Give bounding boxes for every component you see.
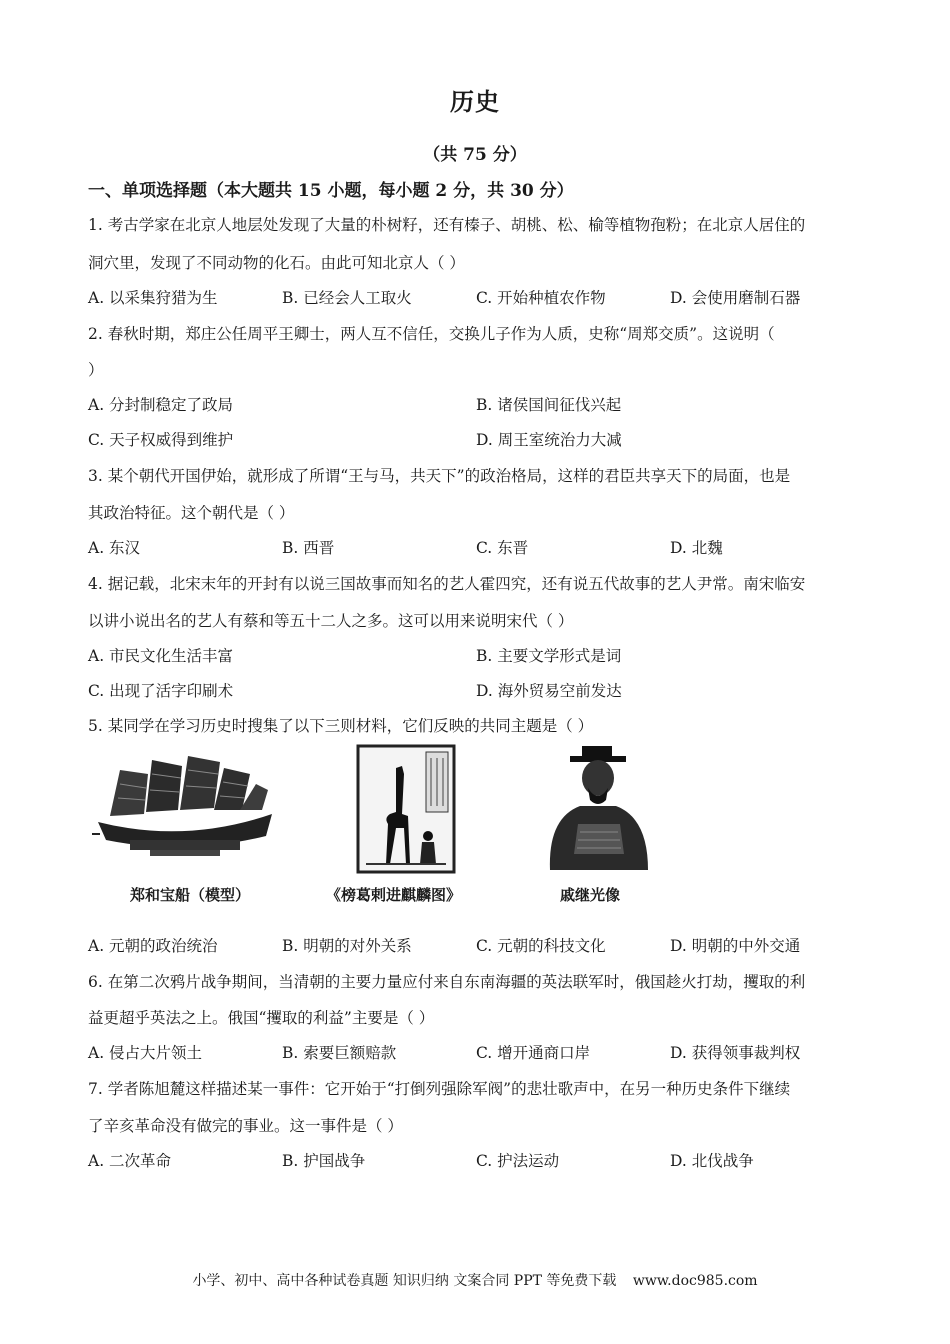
q6-option-d: D. 获得领事裁判权	[670, 1044, 801, 1062]
q3-option-c: C. 东晋	[476, 539, 529, 557]
q2-option-d: D. 周王室统治力大减	[476, 431, 622, 449]
treasure-ship-image	[90, 744, 280, 864]
giraffe-painting-image	[356, 744, 456, 874]
portrait-image	[540, 744, 660, 874]
caption-giraffe-painting: 《榜葛剌进麒麟图》	[326, 886, 462, 904]
question-7-line-1: 7. 学者陈旭麓这样描述某一事件：它开始于“打倒列强除军阀”的悲壮歌声中，在另一种历史条件下继续	[88, 1080, 791, 1098]
caption-portrait: 戚继光像	[560, 886, 621, 904]
question-6-line-1: 6. 在第二次鸦片战争期间，当清朝的主要力量应付来自东南海疆的英法联军时，俄国趁火打劫，攫取的利	[88, 973, 806, 991]
q7-option-d: D. 北伐战争	[670, 1152, 754, 1170]
caption-treasure-ship: 郑和宝船（模型）	[130, 886, 251, 904]
q3-option-b: B. 西晋	[282, 539, 335, 557]
q3-option-a: A. 东汉	[88, 539, 141, 557]
q6-option-b: B. 索要巨额赔款	[282, 1044, 397, 1062]
question-4-line-2: 以讲小说出名的艺人有蔡和等五十二人之多。这可以用来说明宋代（ ）	[88, 612, 574, 630]
q4-option-d: D. 海外贸易空前发达	[476, 682, 622, 700]
page-title: 历史	[450, 87, 500, 116]
q1-option-d: D. 会使用磨制石器	[670, 289, 801, 307]
question-3-line-2: 其政治特征。这个朝代是（ ）	[88, 504, 295, 522]
q2-option-b: B. 诸侯国间征伐兴起	[476, 396, 622, 414]
question-7-line-2: 了辛亥革命没有做完的事业。这一事件是（ ）	[88, 1117, 403, 1135]
q5-option-c: C. 元朝的科技文化	[476, 937, 606, 955]
q7-option-a: A. 二次革命	[88, 1152, 172, 1170]
q2-option-c: C. 天子权威得到维护	[88, 431, 234, 449]
q4-option-b: B. 主要文学形式是词	[476, 647, 622, 665]
q1-option-b: B. 已经会人工取火	[282, 289, 412, 307]
q1-option-a: A. 以采集狩猎为生	[88, 289, 218, 307]
q2-option-a: A. 分封制稳定了政局	[88, 396, 234, 414]
q7-option-b: B. 护国战争	[282, 1152, 366, 1170]
q5-option-a: A. 元朝的政治统治	[88, 937, 218, 955]
question-5-line-1: 5. 某同学在学习历史时搜集了以下三则材料，它们反映的共同主题是（ ）	[88, 717, 594, 735]
footer-link[interactable]: www.doc985.com	[632, 1273, 758, 1289]
question-2-line-1: 2. 春秋时期，郑庄公任周平王卿士，两人互不信任，交换儿子作为人质，史称“周郑交质”。这说明（	[88, 325, 775, 343]
section-heading: 一、单项选择题（本大题共 15 小题，每小题 2 分，共 30 分）	[88, 181, 574, 201]
q7-option-c: C. 护法运动	[476, 1152, 560, 1170]
question-6-line-2: 益更超乎英法之上。俄国“攫取的利益”主要是（ ）	[88, 1009, 435, 1027]
question-1-line-1: 1. 考古学家在北京人地层处发现了大量的朴树籽，还有榛子、胡桃、松、榆等植物孢粉；在北京人居住的	[88, 216, 806, 234]
question-1-line-2: 洞穴里，发现了不同动物的化石。由此可知北京人（ ）	[88, 254, 465, 272]
q3-option-d: D. 北魏	[670, 539, 723, 557]
total-score: （共 75 分）	[423, 145, 527, 165]
question-2-line-2: ）	[88, 361, 104, 379]
q1-option-c: C. 开始种植农作物	[476, 289, 606, 307]
page-footer	[0, 1270, 950, 1290]
q6-option-c: C. 增开通商口岸	[476, 1044, 591, 1062]
q5-option-d: D. 明朝的中外交通	[670, 937, 801, 955]
q4-option-c: C. 出现了活字印刷术	[88, 682, 234, 700]
q4-option-a: A. 市民文化生活丰富	[88, 647, 234, 665]
question-4-line-1: 4. 据记载，北宋末年的开封有以说三国故事而知名的艺人霍四究，还有说五代故事的艺人尹常。南宋临安	[88, 575, 806, 593]
question-3-line-1: 3. 某个朝代开国伊始，就形成了所谓“王与马，共天下”的政治格局，这样的君臣共享天下的局面，也是	[88, 467, 791, 485]
q6-option-a: A. 侵占大片领土	[88, 1044, 203, 1062]
footer-text: 小学、初中、高中各种试卷真题 知识归纳 文案合同 PPT 等免费下载	[192, 1273, 617, 1289]
q5-option-b: B. 明朝的对外关系	[282, 937, 412, 955]
